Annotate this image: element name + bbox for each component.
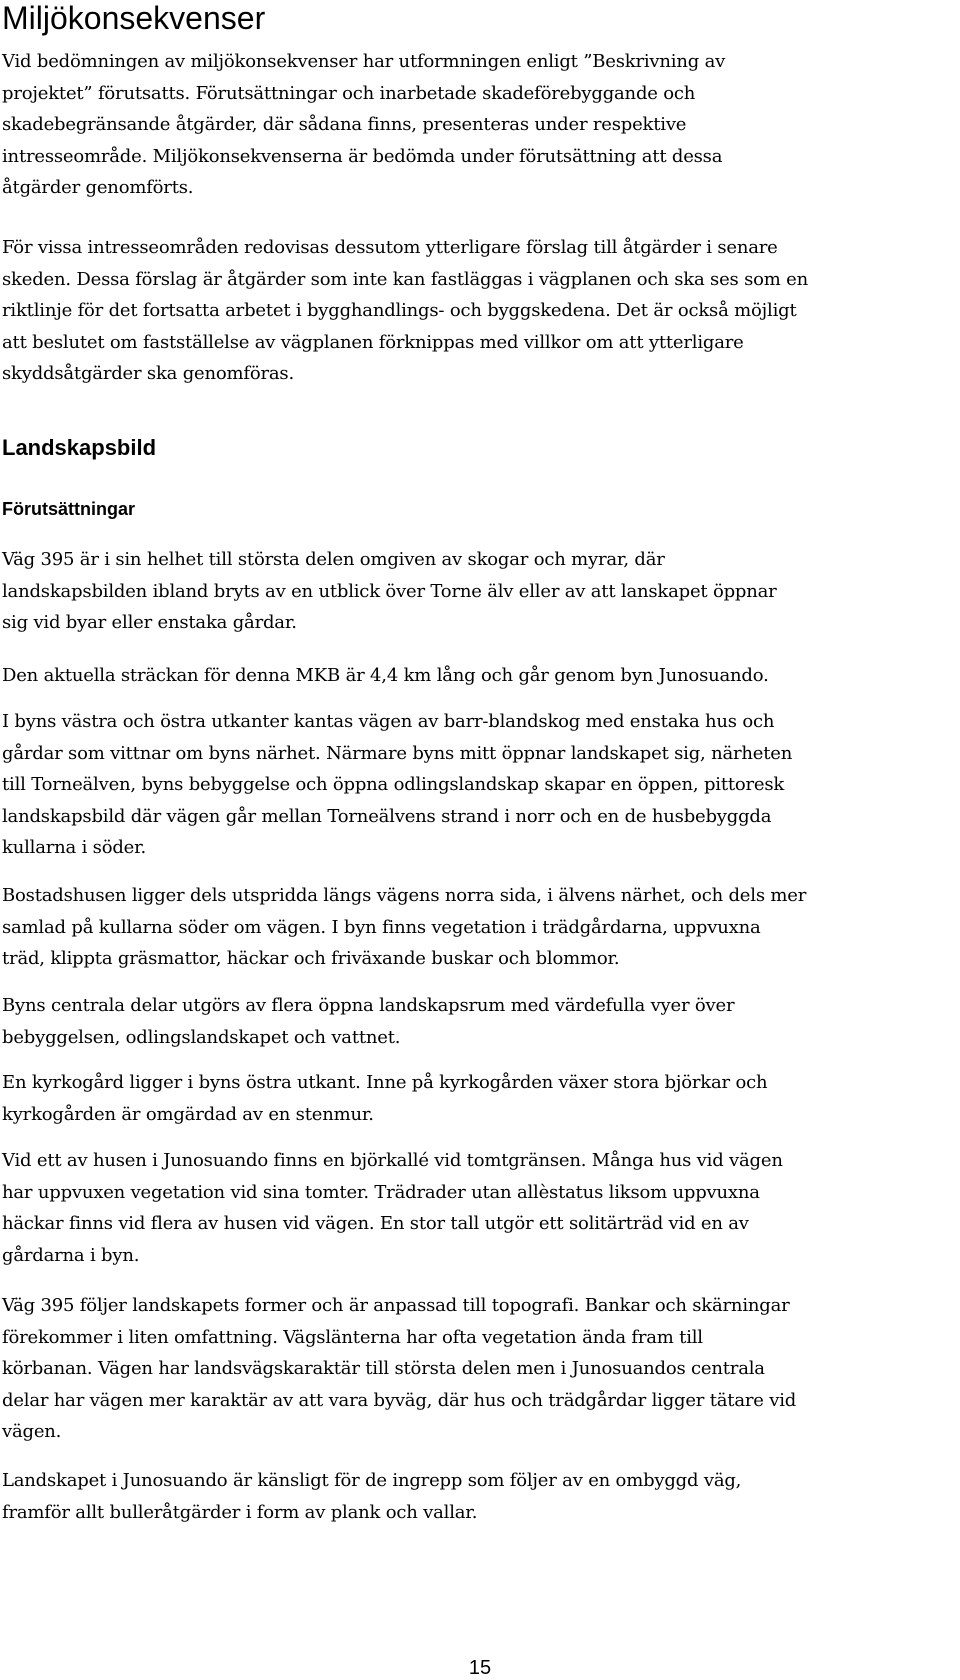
text-line: intresseområde. Miljökonsekvenserna är bedömda under förutsättning att dessa bbox=[2, 145, 723, 167]
text-line: Den aktuella sträckan för denna MKB är 4,4 km lång och går genom byn Junosuando. bbox=[2, 665, 769, 686]
body-paragraph-6 bbox=[2, 1067, 952, 1130]
text-line: Byns centrala delar utgörs av flera öppna landskapsrum med värdefulla vyer över bbox=[2, 995, 735, 1016]
text-line: bebyggelsen, odlingslandskapet och vattnet. bbox=[2, 1026, 401, 1048]
text-line: I byns västra och östra utkanter kantas vägen av barr-blandskog med enstaka hus och bbox=[2, 711, 775, 732]
text-line: vägen. bbox=[2, 1421, 62, 1442]
text-line: skyddsåtgärder ska genomföras. bbox=[2, 363, 294, 384]
section-subtitle: Förutsättningar bbox=[2, 499, 135, 519]
text-line: delar har vägen mer karaktär av att vara byväg, där hus och trädgårdar ligger tätare vid bbox=[2, 1389, 797, 1411]
text-line: framför allt bulleråtgärder i form av plank och vallar. bbox=[2, 1501, 478, 1523]
text-line: gårdar som vittnar om byns närhet. Närmare byns mitt öppnar landskapet sig, närheten bbox=[2, 742, 793, 764]
text-line: åtgärder genomförts. bbox=[2, 177, 194, 198]
intro-paragraph-1 bbox=[2, 46, 952, 204]
text-line: samlad på kullarna söder om vägen. I byn finns vegetation i trädgårdarna, uppvuxna bbox=[2, 916, 761, 938]
text-line: landskapsbilden ibland bryts av en utblick över Torne älv eller av att lanskapet öppnar bbox=[2, 580, 777, 602]
text-line: träd, klippta gräsmattor, häckar och friväxande buskar och blommor. bbox=[2, 948, 620, 969]
section-title: Landskapsbild bbox=[2, 435, 157, 460]
page-title: Miljökonsekvenser bbox=[2, 0, 266, 36]
body-paragraph-4 bbox=[2, 880, 952, 975]
body-paragraph-7 bbox=[2, 1145, 952, 1271]
text-line: Väg 395 följer landskapets former och är anpassad till topografi. Bankar och skärningar bbox=[2, 1295, 790, 1316]
text-line: Vid ett av husen i Junosuando finns en björkallé vid tomtgränsen. Många hus vid vägen bbox=[2, 1150, 783, 1171]
text-line: skadebegränsande åtgärder, där sådana finns, presenteras under respektive bbox=[2, 114, 687, 135]
text-line: Bostadshusen ligger dels utspridda längs vägens norra sida, i älvens närhet, och dels mer bbox=[2, 885, 807, 906]
text-line: För vissa intresseområden redovisas dessutom ytterligare förslag till åtgärder i senare bbox=[2, 237, 778, 258]
text-line: Väg 395 är i sin helhet till största delen omgiven av skogar och myrar, där bbox=[2, 549, 665, 570]
page-number: 15 bbox=[468, 1657, 492, 1679]
body-paragraph-2 bbox=[2, 660, 952, 692]
body-paragraph-9 bbox=[2, 1465, 952, 1528]
body-paragraph-8 bbox=[2, 1290, 952, 1448]
text-line: förekommer i liten omfattning. Vägslänterna har ofta vegetation ända fram till bbox=[2, 1326, 703, 1348]
text-line: kyrkogården är omgärdad av en stenmur. bbox=[2, 1103, 374, 1125]
text-line: till Torneälven, byns bebyggelse och öppna odlingslandskap skapar en öppen, pittoresk bbox=[2, 774, 785, 795]
text-line: landskapsbild där vägen går mellan Torneälvens strand i norr och en de husbebyggda bbox=[2, 805, 772, 827]
text-line: gårdarna i byn. bbox=[2, 1244, 140, 1266]
body-paragraph-3 bbox=[2, 706, 952, 864]
text-line: körbanan. Vägen har landsvägskaraktär till största delen men i Junosuandos centrala bbox=[2, 1358, 765, 1379]
text-line: Vid bedömningen av miljökonsekvenser har utformningen enligt ”Beskrivning av bbox=[2, 51, 726, 72]
text-line: kullarna i söder. bbox=[2, 837, 147, 858]
intro-paragraph-2 bbox=[2, 232, 952, 390]
text-line: att beslutet om fastställelse av vägplanen förknippas med villkor om att ytterligare bbox=[2, 331, 744, 353]
text-line: har uppvuxen vegetation vid sina tomter. Trädrader utan allèstatus liksom uppvuxna bbox=[2, 1181, 760, 1203]
text-line: sig vid byar eller enstaka gårdar. bbox=[2, 612, 297, 633]
text-line: projektet” förutsatts. Förutsättningar och inarbetade skadeförebyggande och bbox=[2, 82, 696, 104]
text-line: En kyrkogård ligger i byns östra utkant. Inne på kyrkogården växer stora björkar och bbox=[2, 1072, 768, 1093]
text-line: skeden. Dessa förslag är åtgärder som inte kan fastläggas i vägplanen och ska ses som en bbox=[2, 268, 808, 290]
text-line: häckar finns vid flera av husen vid vägen. En stor tall utgör ett solitärträd vid en av bbox=[2, 1213, 749, 1234]
body-paragraph-1 bbox=[2, 544, 952, 639]
text-line: Landskapet i Junosuando är känsligt för de ingrepp som följer av en ombyggd väg, bbox=[2, 1470, 742, 1491]
body-paragraph-5 bbox=[2, 990, 952, 1053]
text-line: riktlinje för det fortsatta arbetet i bygghandlings- och byggskedena. Det är också möjligt bbox=[2, 300, 797, 321]
